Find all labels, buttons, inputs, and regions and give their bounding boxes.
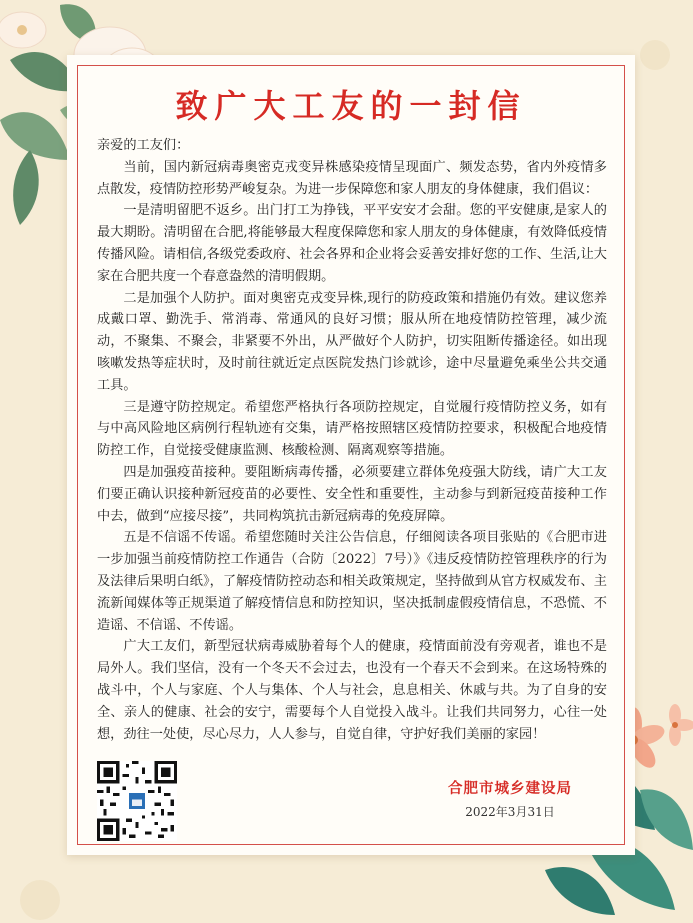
letter-paragraph-5: 五是不信谣不传谣。希望您随时关注公告信息，仔细阅读各项目张贴的《合肥市进一步加强当前疫情防控工作通告（合防〔2022〕7号）》《违反疫情防控管理秩序的行为及法律后果明白纸》，了解疫情防控动态和相关政策规定，坚持做到从官方权威发布、主流新闻媒体等正规渠道了解疫情信息和防控知识，坚决抵制虚假疫情信息，不恐慌、不造谣、不信谣、不传谣。 [97, 530, 607, 633]
leaf-decoration-icon [13, 150, 39, 225]
leaf-decoration-icon [545, 867, 615, 915]
signature-date: 2022年3月31日 [465, 805, 555, 819]
letter-paragraph-4: 四是加强疫苗接种。要阻断病毒传播，必须要建立群体免疫强大防线，请广大工友们要正确认识接种新冠疫苗的必要性、安全性和重要性，主动参与到新冠疫苗接种工作中去，做到“应接尽接”，共同构筑抗击新冠病毒的免疫屏障。 [97, 464, 607, 524]
letter-paragraph-2: 二是加强个人防护。面对奥密克戎变异株,现行的防疫政策和措施仍有效。建议您养成戴口罩、勤洗手、常消毒、常通风的良好习惯；服从所在地疫情防控管理，减少流动，不聚集、不聚会，非紧要不外出，从严做好个人防护，切实阻断传播途径。如出现咳嗽发热等症状时，及时前往就近定点医院发热门诊就诊，途中尽量避免乘坐公共交通工具。 [97, 290, 607, 393]
letter-paragraph-intro: 当前，国内新冠病毒奥密克戎变异株感染疫情呈现面广、频发态势，省内外疫情多点散发，疫情防控形势严峻复杂。为进一步保障您和家人朋友的身体健康，我们倡议： [97, 159, 607, 197]
letter-paragraph-closing: 广大工友们，新型冠状病毒威胁着每个人的健康，疫情面前没有旁观者，谁也不是局外人。我们坚信，没有一个冬天不会过去，也没有一个春天不会到来。在这场特殊的战斗中，个人与家庭、个人与集体、个人与社会，息息相关、休戚与共。为了自身的安全、亲人的健康、社会的安宁，需要每个人自觉投入战斗。让我们共同努力，心往一处想，劲往一处使，尽心尽力，人人参与，自觉自律，守护好我们美丽的家园！ [97, 639, 607, 742]
signature-organization: 合肥市城乡建设局 [448, 780, 572, 797]
letter-greeting: 亲爱的工友们： [97, 138, 190, 153]
letter-title: 致广大工友的一封信 [175, 87, 527, 125]
background-dot [20, 880, 60, 920]
letter-paper [67, 55, 635, 855]
letter-paragraph-1: 一是清明留肥不返乡。出门打工为挣钱，平平安安才会甜。您的平安健康,是家人的最大期盼。清明留在合肥,将能够最大程度保障您和家人朋友的身体健康，有效降低疫情传播风险。请相信,各级党委政府、社会各界和企业将会妥善安排好您的工作、生活,让大家在合肥共度一个春意盎然的清明假期。 [97, 203, 607, 284]
background-dot [640, 40, 670, 70]
letter-paragraph-3: 三是遵守防控规定。希望您严格执行各项防控规定，自觉履行疫情防控义务，如有与中高风险地区病例行程轨迹有交集，请严格按照辖区疫情防控要求，积极配合地疫情防控工作，自觉接受健康监测、核酸检测、隔离观察等措施。 [97, 399, 607, 459]
leaf-decoration-icon [0, 112, 70, 160]
qr-code-icon[interactable] [97, 761, 177, 841]
letter-body [97, 135, 607, 745]
